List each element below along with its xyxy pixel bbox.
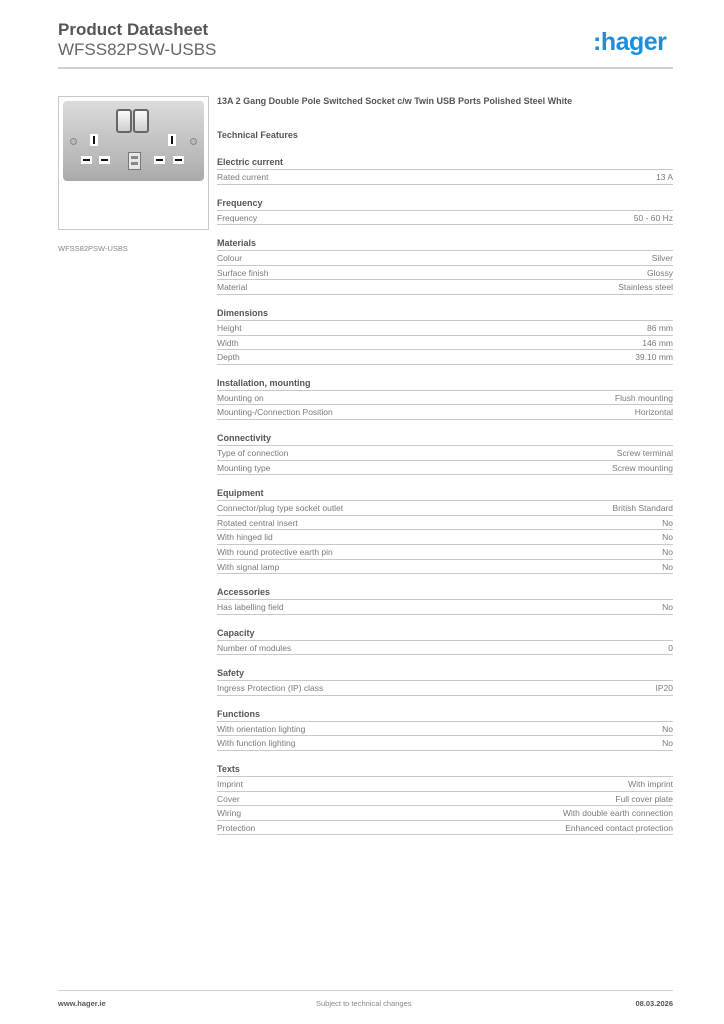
- feature-row: [217, 792, 673, 807]
- feature-value: Screw terminal: [616, 447, 673, 458]
- page-title: Product Datasheet: [58, 20, 209, 39]
- feature-group: [217, 432, 673, 475]
- footer-divider: [58, 990, 673, 991]
- feature-row: [217, 530, 673, 545]
- feature-label: Protection: [217, 822, 256, 833]
- feature-label: Width: [217, 337, 239, 348]
- feature-groups: [217, 156, 673, 835]
- feature-value: 13 A: [655, 172, 673, 182]
- feature-value: 0: [668, 642, 673, 653]
- feature-group: [217, 667, 673, 696]
- rocker-switch-right: [133, 109, 149, 133]
- socket-plate-icon: [63, 101, 204, 181]
- feature-row: [217, 251, 673, 266]
- group-title: Frequency: [217, 197, 673, 211]
- group-title: Accessories: [217, 586, 673, 600]
- feature-row: [217, 405, 673, 420]
- feature-row: [217, 461, 673, 476]
- feature-label: Ingress Protection (IP) class: [217, 683, 324, 694]
- feature-row: [217, 641, 673, 656]
- feature-group: [217, 377, 673, 420]
- feature-row: [217, 600, 673, 615]
- feature-group: [217, 307, 673, 365]
- screw-left-icon: [70, 138, 77, 145]
- feature-value: IP20: [655, 683, 673, 694]
- feature-value: No: [662, 602, 673, 613]
- image-caption: WFSS82PSW-USBS: [58, 244, 128, 253]
- feature-group: [217, 708, 673, 751]
- feature-label: With function lighting: [217, 738, 296, 749]
- group-title: Installation, mounting: [217, 377, 673, 391]
- earth-pin-right: [168, 134, 176, 146]
- feature-value: Horizontal: [634, 407, 673, 418]
- feature-label: Height: [217, 322, 242, 333]
- feature-group: [217, 156, 673, 185]
- product-image: [58, 96, 209, 230]
- header-divider: [58, 67, 673, 69]
- feature-row: [217, 391, 673, 406]
- feature-group: [217, 237, 673, 295]
- feature-row: [217, 501, 673, 516]
- feature-row: [217, 821, 673, 836]
- feature-label: Surface finish: [217, 267, 269, 278]
- feature-row: [217, 350, 673, 365]
- product-code: WFSS82PSW-USBS: [58, 40, 217, 59]
- technical-content: [217, 96, 673, 835]
- feature-label: Frequency: [217, 212, 258, 223]
- feature-label: Colour: [217, 253, 243, 264]
- feature-row: [217, 336, 673, 351]
- pin-left-1: [81, 156, 92, 164]
- feature-group: [217, 586, 673, 615]
- feature-label: Rotated central insert: [217, 517, 298, 528]
- group-title: Connectivity: [217, 432, 673, 446]
- hager-logo: :hager: [593, 28, 667, 56]
- feature-label: Cover: [217, 793, 240, 804]
- feature-value: Full cover plate: [615, 793, 673, 804]
- feature-row: [217, 516, 673, 531]
- feature-value: Screw mounting: [612, 462, 673, 473]
- feature-value: Silver: [651, 253, 673, 264]
- feature-label: Depth: [217, 352, 240, 363]
- feature-label: Mounting on: [217, 392, 264, 403]
- feature-label: Mounting type: [217, 462, 271, 473]
- footer-date: 08.03.2026: [635, 999, 673, 1008]
- feature-value: No: [662, 723, 673, 734]
- feature-row: [217, 211, 673, 226]
- feature-row: [217, 722, 673, 737]
- feature-label: With round protective earth pin: [217, 546, 333, 557]
- feature-label: With orientation lighting: [217, 723, 306, 734]
- group-title: Functions: [217, 708, 673, 722]
- feature-group: [217, 627, 673, 656]
- feature-group: [217, 763, 673, 835]
- pin-right-1: [154, 156, 165, 164]
- feature-value: Flush mounting: [614, 392, 673, 403]
- feature-label: With hinged lid: [217, 532, 273, 543]
- group-title: Dimensions: [217, 307, 673, 321]
- feature-value: No: [662, 561, 673, 572]
- feature-label: Connector/plug type socket outlet: [217, 503, 344, 514]
- feature-value: No: [662, 532, 673, 543]
- earth-pin-left: [90, 134, 98, 146]
- feature-row: [217, 736, 673, 751]
- group-title: Materials: [217, 237, 673, 251]
- feature-value: 50 - 60 Hz: [633, 212, 673, 223]
- feature-label: Imprint: [217, 779, 243, 790]
- feature-value: British Standard: [612, 503, 673, 514]
- group-title: Electric current: [217, 156, 673, 170]
- feature-label: Has labelling field: [217, 602, 284, 613]
- feature-value: Enhanced contact protection: [565, 822, 673, 833]
- group-title: Safety: [217, 667, 673, 681]
- feature-row: [217, 806, 673, 821]
- feature-label: With signal lamp: [217, 561, 280, 572]
- feature-label: Mounting-/Connection Position: [217, 407, 333, 418]
- feature-group: [217, 487, 673, 574]
- rocker-switch-left: [116, 109, 132, 133]
- feature-row: [217, 280, 673, 295]
- group-title: Texts: [217, 763, 673, 777]
- screw-right-icon: [190, 138, 197, 145]
- feature-value: 146 mm: [642, 337, 673, 348]
- feature-value: 86 mm: [647, 322, 673, 333]
- page-header: [58, 20, 216, 60]
- feature-label: Material: [217, 282, 248, 293]
- feature-row: [217, 777, 673, 792]
- feature-value: With double earth connection: [562, 808, 673, 819]
- technical-features-heading: Technical Features: [217, 130, 298, 140]
- feature-row: [217, 321, 673, 336]
- product-title: 13A 2 Gang Double Pole Switched Socket c/w Twin USB Ports Polished Steel White: [217, 96, 573, 106]
- pin-left-2: [99, 156, 110, 164]
- feature-row: [217, 681, 673, 696]
- feature-value: No: [662, 517, 673, 528]
- feature-row: [217, 446, 673, 461]
- feature-value: No: [662, 546, 673, 557]
- feature-label: Type of connection: [217, 447, 289, 458]
- feature-value: Stainless steel: [618, 282, 673, 293]
- feature-group: [217, 197, 673, 226]
- feature-value: 39.10 mm: [635, 352, 673, 363]
- feature-row: [217, 266, 673, 281]
- feature-value: No: [662, 738, 673, 749]
- feature-row: [217, 170, 673, 185]
- footer-disclaimer: Subject to technical changes: [316, 999, 412, 1008]
- group-title: Capacity: [217, 627, 673, 641]
- feature-label: Number of modules: [217, 642, 292, 653]
- feature-value: With imprint: [628, 779, 673, 790]
- group-title: Equipment: [217, 487, 673, 501]
- feature-label: Wiring: [217, 808, 242, 819]
- feature-row: [217, 560, 673, 575]
- feature-label: Rated current: [217, 172, 269, 182]
- feature-row: [217, 545, 673, 560]
- usb-ports-icon: [128, 152, 141, 170]
- feature-value: Glossy: [647, 267, 673, 278]
- pin-right-2: [173, 156, 184, 164]
- footer-website-link[interactable]: www.hager.ie: [58, 999, 106, 1008]
